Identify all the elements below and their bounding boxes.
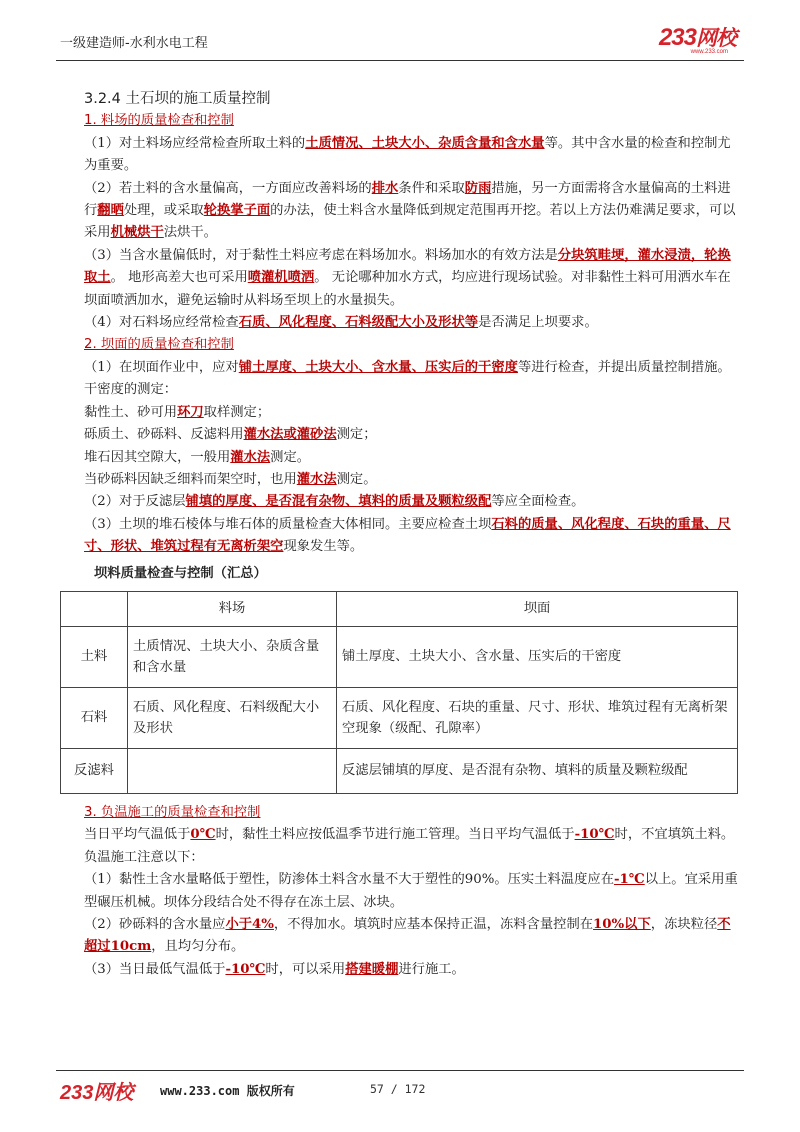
table-cell: 石质、风化程度、石料级配大小及形状 <box>128 687 337 748</box>
paragraph <box>84 357 740 379</box>
key-term: -10℃ <box>574 827 615 843</box>
paragraph <box>84 914 740 959</box>
text-run: 的办法，使土料含水量降低到规定范围再开挖。若以上方法仍难满足要求，可以采用 <box>84 203 736 241</box>
text-run: ，冻块粒径 <box>650 916 718 932</box>
text-run: 测定。 <box>270 449 311 465</box>
key-term: 环刀 <box>177 404 204 420</box>
footer-logo[interactable]: 233网校 <box>60 1082 134 1104</box>
paragraph <box>84 959 740 981</box>
page-number: 57 / 172 <box>370 1082 426 1096</box>
document-body <box>74 88 740 981</box>
table-row <box>61 626 738 687</box>
table-header-cell: 料场 <box>128 591 337 626</box>
header-title: 一级建造师-水利水电工程 <box>60 36 208 51</box>
key-term: 排水 <box>371 180 399 196</box>
key-term: 10%以下 <box>593 916 651 932</box>
table-row <box>61 687 738 748</box>
paragraph <box>84 133 740 178</box>
text-run: 堆石因其空隙大，一般用 <box>84 449 231 465</box>
table-cell: 反滤料 <box>61 748 128 793</box>
key-term: 铺土厚度、土块大小、含水量、压实后的干密度 <box>238 359 518 375</box>
brand-logo[interactable] <box>659 22 736 52</box>
key-term: 分块筑畦埂，灌水浸渍，轮换取土 <box>84 247 731 286</box>
table-cell: 石料 <box>61 687 128 748</box>
text-run: 干密度的测定： <box>84 382 178 398</box>
table-caption: 坝料质量检查与控制（汇总） <box>94 565 267 581</box>
text-run: 测定； <box>336 427 377 443</box>
table-cell: 土质情况、土块大小、杂质含量和含水量 <box>128 626 337 687</box>
table-cell: 铺土厚度、土块大小、含水量、压实后的干密度 <box>337 626 738 687</box>
logo-text: 网校 <box>696 27 736 50</box>
key-term: 灌水法或灌砂法 <box>243 427 337 443</box>
text-run: （1）对土料场应经常检查所取土料的 <box>84 135 306 151</box>
paragraph <box>84 245 740 312</box>
text-run: ，且均匀分布。 <box>151 939 245 955</box>
key-term: 机械烘干 <box>110 225 164 241</box>
key-term: 搭建暖棚 <box>345 961 399 977</box>
key-term: -10℃ <box>225 961 266 977</box>
text-run: 法烘干。 <box>163 225 217 241</box>
subsection-title-1: 1. 料场的质量检查和控制 <box>84 113 234 129</box>
text-run: （4）对石料场应经常检查 <box>84 315 239 331</box>
paragraph <box>84 379 740 401</box>
text-run: 黏性土、砂可用 <box>84 404 178 420</box>
text-run: 当砂砾料因缺乏细料而架空时，也用 <box>84 471 297 487</box>
text-run: 进行施工。 <box>398 961 465 977</box>
key-term: 灌水法 <box>230 449 271 465</box>
paragraph <box>84 824 740 869</box>
paragraph <box>84 469 740 491</box>
table-cell: 石质、风化程度、石块的重量、尺寸、形状、堆筑过程有无离析架空现象（级配、孔隙率） <box>337 687 738 748</box>
table-cell: 土料 <box>61 626 128 687</box>
text-run: 措施，另一方面需将含水量偏高的土料进行 <box>84 180 731 219</box>
logo-number: 233 <box>658 24 696 51</box>
text-run: （2）若土料的含水量偏高，一方面应改善料场的 <box>84 180 372 196</box>
key-term: 土质情况、土块大小、杂质含量和含水量 <box>305 135 545 151</box>
table-cell <box>128 748 337 793</box>
key-term: 石料的质量、风化程度、石块的重量、尺寸、形状、堆筑过程有无离析架空 <box>84 516 731 555</box>
key-term: 铺填的厚度、是否混有杂物、填料的质量及颗粒级配 <box>185 494 492 510</box>
text-run: 等进行检查，并提出质量控制措施。 <box>517 359 731 375</box>
text-run: 测定。 <box>336 471 377 487</box>
paragraph <box>84 869 740 914</box>
paragraph <box>84 424 740 446</box>
text-run: （1）黏性土含水量略低于塑性，防渗体土料含水量不大于塑性的90%。压实土料温度应在 <box>84 872 614 888</box>
key-term: 不超过10cm <box>84 916 731 955</box>
table-header-row <box>61 591 738 626</box>
text-run: ，不得加水。填筑时应基本保持正温，冻料含量控制在 <box>273 916 594 932</box>
paragraph <box>84 402 740 424</box>
header-divider <box>56 60 744 61</box>
text-run: 取样测定； <box>203 404 271 420</box>
text-run: 当日平均气温低于 <box>84 827 191 843</box>
summary-table <box>60 591 738 794</box>
paragraph <box>84 178 740 245</box>
table-header-cell <box>61 591 128 626</box>
text-run: 。 地形高差大也可采用 <box>110 270 248 286</box>
key-term: 喷灌机喷洒 <box>247 270 315 286</box>
key-term: 石质、风化程度、石料级配大小及形状等 <box>238 315 479 331</box>
table-cell: 反滤层铺填的厚度、是否混有杂物、填料的质量及颗粒级配 <box>337 748 738 793</box>
paragraph <box>84 312 740 334</box>
paragraph <box>84 514 740 559</box>
subsection-title-3: 3. 负温施工的质量检查和控制 <box>84 804 261 820</box>
logo-url: www.233.com <box>690 49 728 55</box>
paragraph <box>84 491 740 513</box>
key-term: 翻晒 <box>97 203 124 219</box>
text-run: 。 无论哪种加水方式，均应进行现场试验。对非黏性土料可用洒水车在坝面喷洒加水，避免运输时从料场至坝上的水量损失。 <box>84 270 731 308</box>
key-term: -1℃ <box>614 872 645 888</box>
paragraph <box>84 447 740 469</box>
text-run: 条件和采取 <box>398 180 465 196</box>
text-run: 现象发生等。 <box>283 539 364 555</box>
subsection-title-2: 2. 坝面的质量检查和控制 <box>84 337 234 353</box>
text-run: 是否满足上坝要求。 <box>478 315 598 331</box>
text-run: （3）当日最低气温低于 <box>84 961 226 977</box>
text-run: 时，可以采用 <box>265 961 346 977</box>
text-run: 处理，或采取 <box>123 203 204 219</box>
footer-copyright: www.233.com 版权所有 <box>160 1084 295 1098</box>
footer-divider <box>56 1070 744 1071</box>
text-run: （3）当含水量偏低时，对于黏性土料应考虑在料场加水。料场加水的有效方法是 <box>84 247 558 263</box>
text-run: 时，黏性土料应按低温季节进行施工管理。当日平均气温低于 <box>215 827 575 843</box>
text-run: （1）在坝面作业中，应对 <box>84 359 239 375</box>
text-run: 时，不宜填筑土料。负温施工注意以下： <box>84 827 735 865</box>
key-term: 0℃ <box>190 827 216 843</box>
key-term: 小于4% <box>225 916 274 932</box>
key-term: 轮换掌子面 <box>203 203 271 219</box>
section-title: 3.2.4 土石坝的施工质量控制 <box>84 91 271 107</box>
text-run: 等应全面检查。 <box>491 494 585 510</box>
text-run: （3）土坝的堆石棱体与堆石体的质量检查大体相同。主要应检查土坝 <box>84 516 492 532</box>
text-run: （2）对于反滤层 <box>84 494 186 510</box>
key-term: 灌水法 <box>296 471 337 487</box>
text-run: （2）砂砾料的含水量应 <box>84 916 226 932</box>
table-row <box>61 748 738 793</box>
key-term: 防雨 <box>464 180 492 196</box>
text-run: 以上。宜采用重型碾压机械。坝体分段结合处不得存在冻土层、冰块。 <box>84 872 738 910</box>
text-run: 等。其中含水量的检查和控制尤为重要。 <box>84 135 731 174</box>
text-run: 砾质土、砂砾料、反滤料用 <box>84 427 244 443</box>
table-header-cell: 坝面 <box>337 591 738 626</box>
